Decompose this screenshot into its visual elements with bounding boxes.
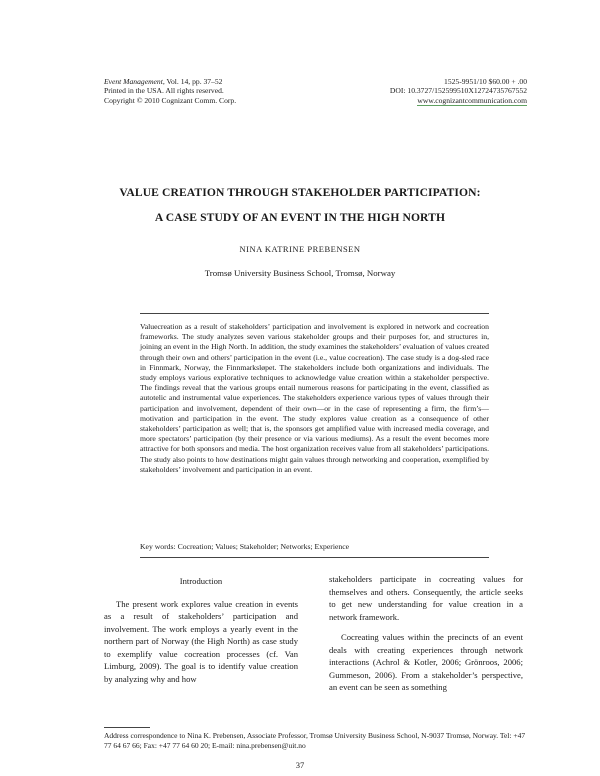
body-column-right bbox=[329, 573, 523, 694]
printed-notice: Printed in the USA. All rights reserved. bbox=[104, 86, 224, 96]
footnote-rule bbox=[104, 727, 150, 728]
copyright-notice: Copyright © 2010 Cognizant Comm. Corp. bbox=[104, 95, 237, 105]
abstract-bottom-rule bbox=[140, 557, 489, 558]
publisher-url-link[interactable]: www.cognizantcommunication.com bbox=[417, 95, 527, 105]
body-paragraph: stakeholders participate in cocreating values for themselves and others. Consequently, the article seeks to get new understanding for value creation in a network framework. bbox=[329, 574, 523, 622]
keywords: Key words: Cocreation; Values; Stakeholder; Networks; Experience bbox=[140, 542, 350, 551]
article-title-line-1: VALUE CREATION THROUGH STAKEHOLDER PARTICIPATION: bbox=[119, 186, 481, 199]
abstract-text: Valuecreation as a result of stakeholders’ participation and involvement is explored in network and cocreation frameworks. The study analyzes seven various stakeholder groups and their purposes for, and structures in, joining an event in the High North. In addition, the study examines the stakeholders’ evaluation of values created through their own and others’ participation in the event (i.e., value cocreation). The case study is a dog-sled race in Finnmark, Norway, the Finnmarksløpet. The stakeholders include both organizations and individuals. The study employs various explorative techniques to acknowledge value creation within a stakeholder perspective. The findings reveal that the various groups entail numerous reasons for participating in the event, classified as autotelic and instrumental value experiences. The stakeholders experience various types of values through their participation and involvement, dependent of their own—or in the case of representing a firm, the firm’s—motivation and participation in the event. The study explores value creation as a consequence of other stakeholders’ participation as well; that is, the sponsors get amplified value with increased media coverage, and more spectators’ participation (by their presence or via various mediums). As a result the event becomes more attractive for both sponsors and media. The host organization receives value from all stakeholders’ participations. The study also points to how destinations might gain values through networking and cooperation, exemplified by stakeholders’ involvement and participation in an event. bbox=[140, 322, 489, 474]
article-title-line-2: A CASE STUDY OF AN EVENT IN THE HIGH NORTH bbox=[154, 211, 446, 224]
body-paragraph: The present work explores value creation in events as a result of stakeholders’ participation and involvement. The work employs a yearly event in the northern part of Norway (the High North) as case study to exemplify value cocreation processes (cf. Van Limburg, 2009). The goal is to identify value creation by analyzing why and how bbox=[104, 598, 298, 684]
journal-header-left bbox=[104, 77, 236, 105]
journal-citation bbox=[104, 77, 236, 86]
page-number: 37 bbox=[295, 760, 305, 770]
section-heading-introduction: Introduction bbox=[179, 576, 223, 586]
abstract-top-rule bbox=[140, 313, 489, 314]
body-paragraph: Cocreating values within the precincts of an event deals with creating experiences through network interactions (Achrol & Kotler, 2006; Grönroos, 2006; Gummeson, 2006). From a stakeholder’s perspective, an event can be seen as something bbox=[329, 632, 523, 692]
author-affiliation: Tromsø University Business School, Tromsø, Norway bbox=[204, 268, 396, 278]
journal-header-right bbox=[390, 77, 527, 105]
correspondence-note: Address correspondence to Nina K. Prebensen, Associate Professor, Tromsø University Business School, N-9037 Tromsø, Norway. Tel: +47 77 64 67 66; Fax: +47 77 64 60 20; E-mail: nina.prebensen@uit.no bbox=[104, 731, 526, 750]
doi: DOI: 10.3727/152599510X12724735767552 bbox=[389, 86, 527, 96]
body-column-left bbox=[104, 575, 298, 685]
journal-volume-pages: , Vol. 14, pp. 37–52 bbox=[162, 77, 223, 86]
author-name: NINA KATRINE PREBENSEN bbox=[239, 244, 361, 254]
issn-price: 1525-9951/10 $60.00 + .00 bbox=[444, 77, 527, 86]
journal-name: Event Management bbox=[104, 77, 163, 86]
article-title bbox=[60, 180, 540, 230]
